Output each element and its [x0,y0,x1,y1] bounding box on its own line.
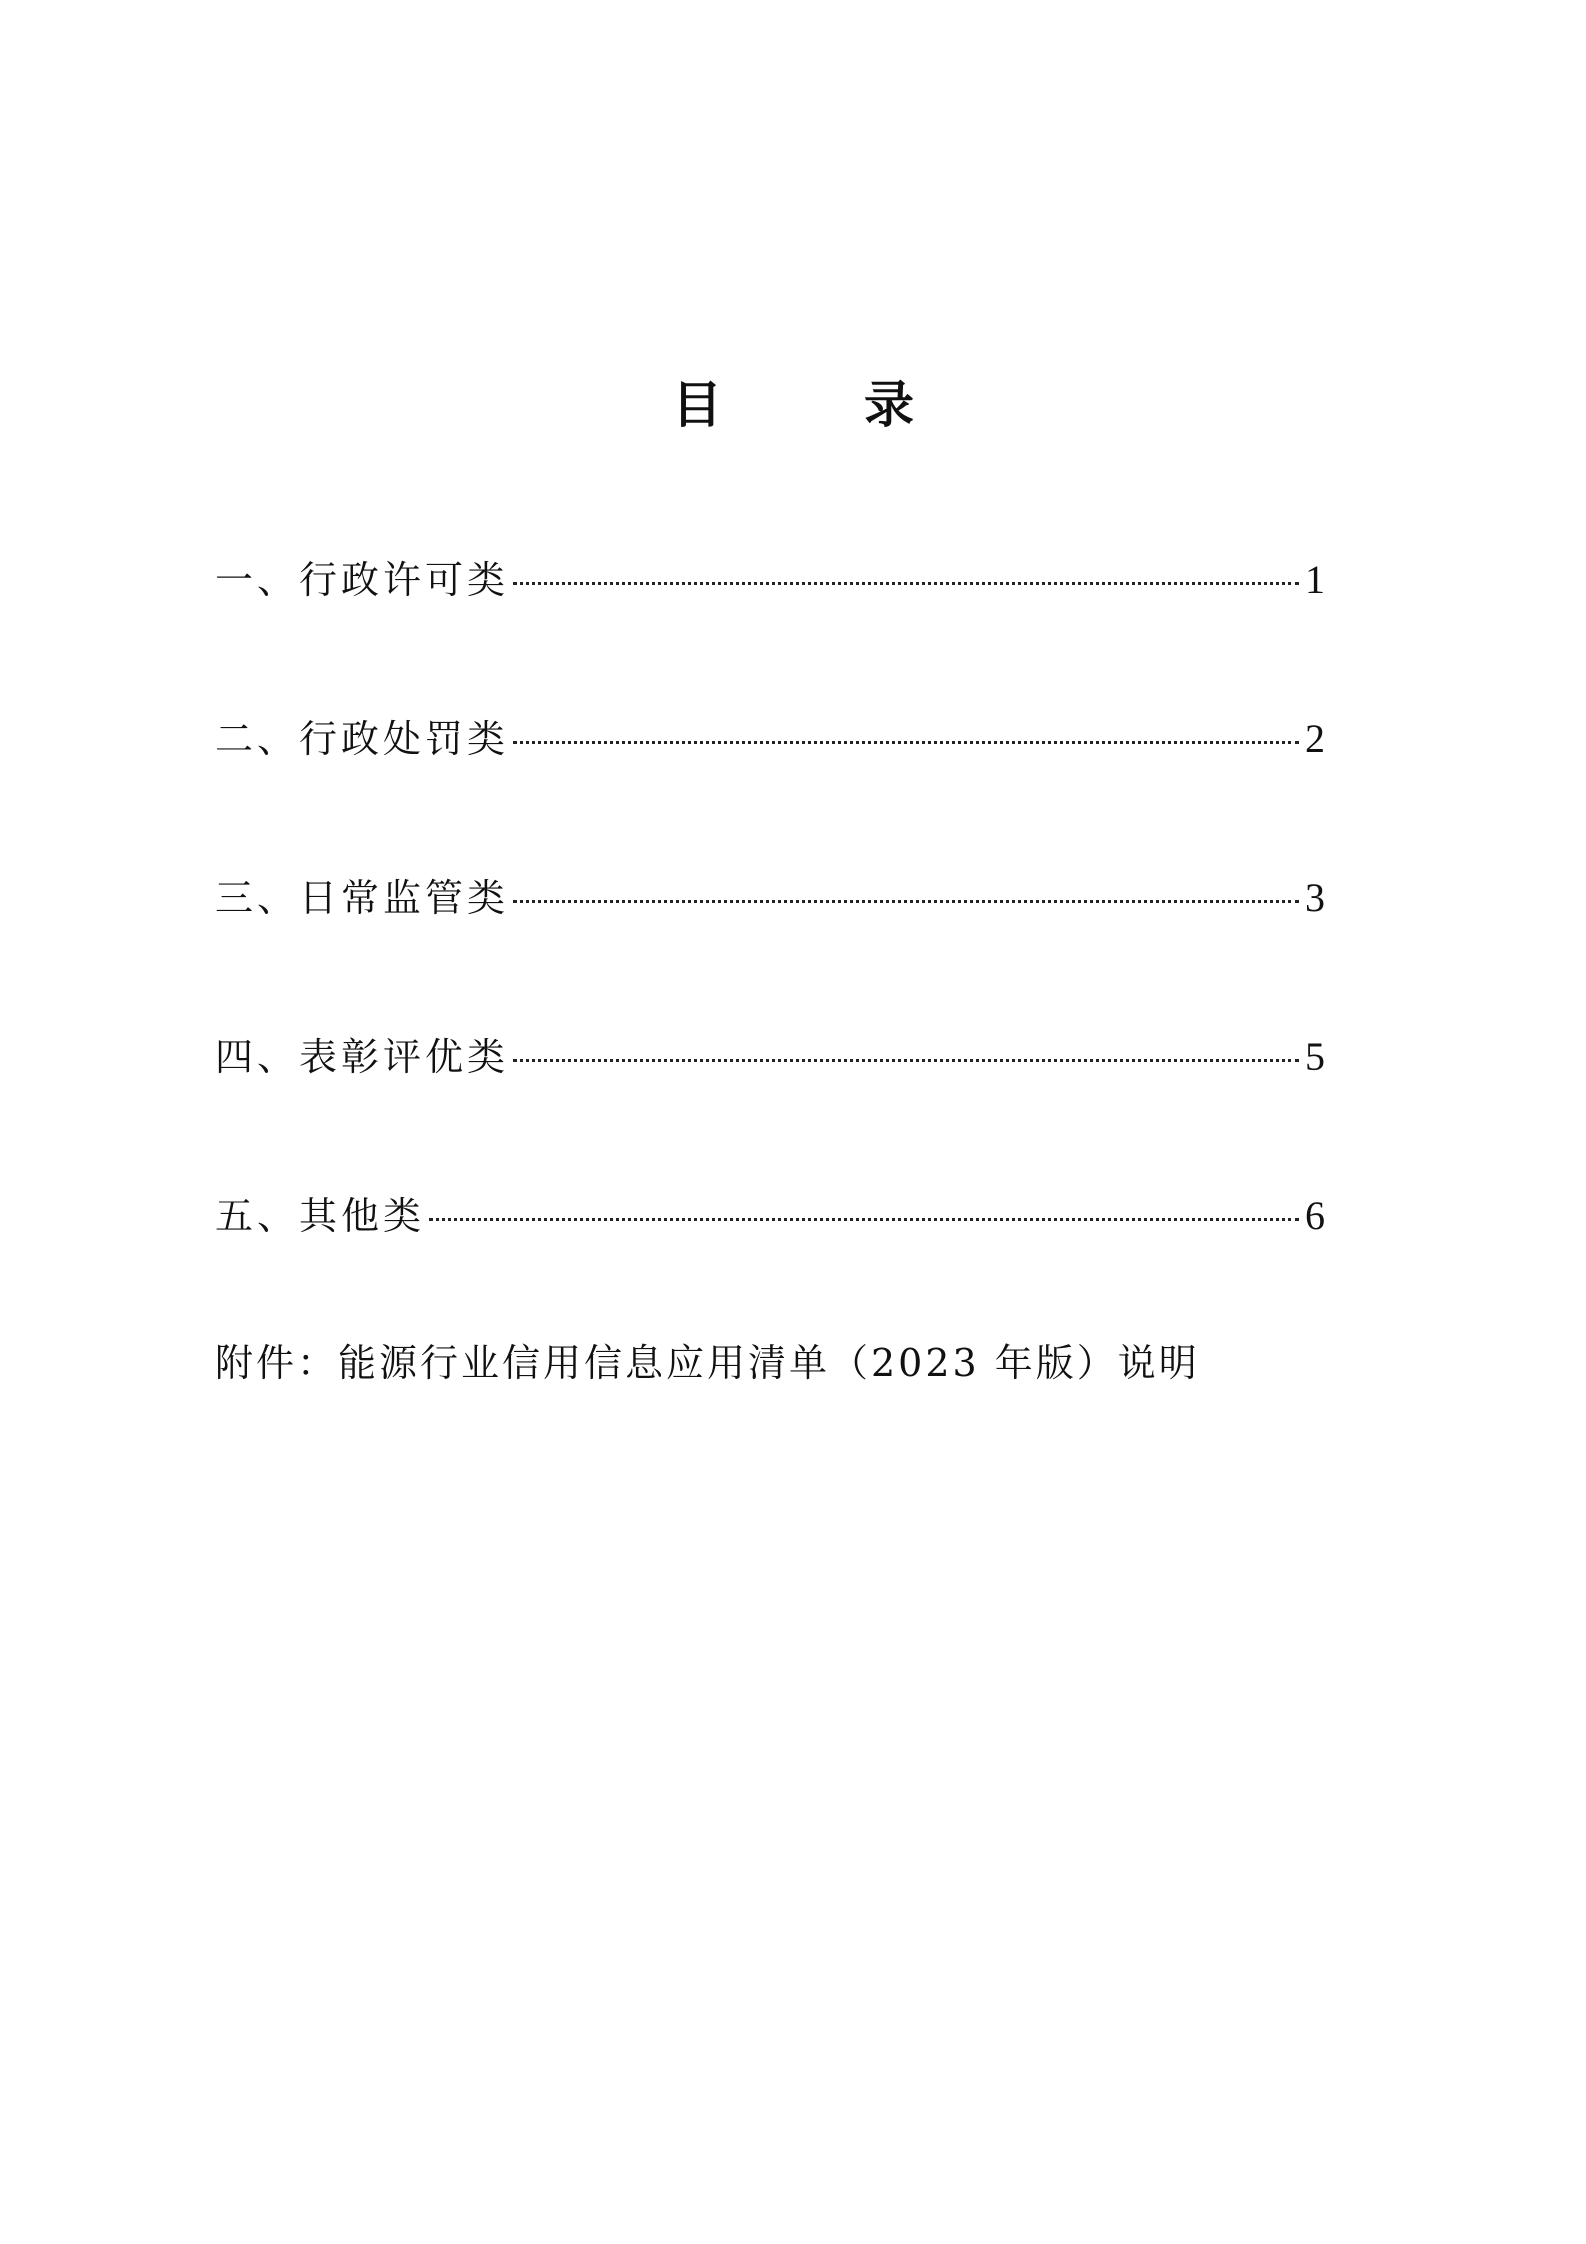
toc-dot-leader [513,741,1299,744]
toc-list [215,555,1325,1350]
toc-entry-label: 四、表彰评优类 [215,1035,510,1079]
toc-entry[interactable] [215,1032,1325,1191]
toc-entry[interactable] [215,714,1325,873]
toc-dot-leader [429,1218,1299,1221]
toc-entry[interactable] [215,1191,1325,1350]
toc-title: 目 录 [672,376,960,434]
toc-dot-leader [513,900,1299,903]
appendix-note: 附件：能源行业信用信息应用清单（2023 年版）说明 [215,1341,1200,1385]
toc-entry-page-number: 2 [1305,716,1325,761]
toc-entry-page-number: 5 [1305,1034,1325,1079]
toc-entry[interactable] [215,555,1325,714]
toc-dot-leader [513,582,1299,585]
toc-entry-page-number: 1 [1305,557,1325,602]
toc-entry-label: 一、行政许可类 [215,558,510,602]
toc-entry-label: 二、行政处罚类 [215,717,510,761]
toc-entry[interactable] [215,873,1325,1032]
toc-entry-page-number: 3 [1305,875,1325,920]
toc-dot-leader [513,1059,1299,1062]
toc-entry-label: 三、日常监管类 [215,876,510,920]
toc-entry-page-number: 6 [1305,1193,1325,1238]
toc-entry-label: 五、其他类 [215,1194,426,1238]
